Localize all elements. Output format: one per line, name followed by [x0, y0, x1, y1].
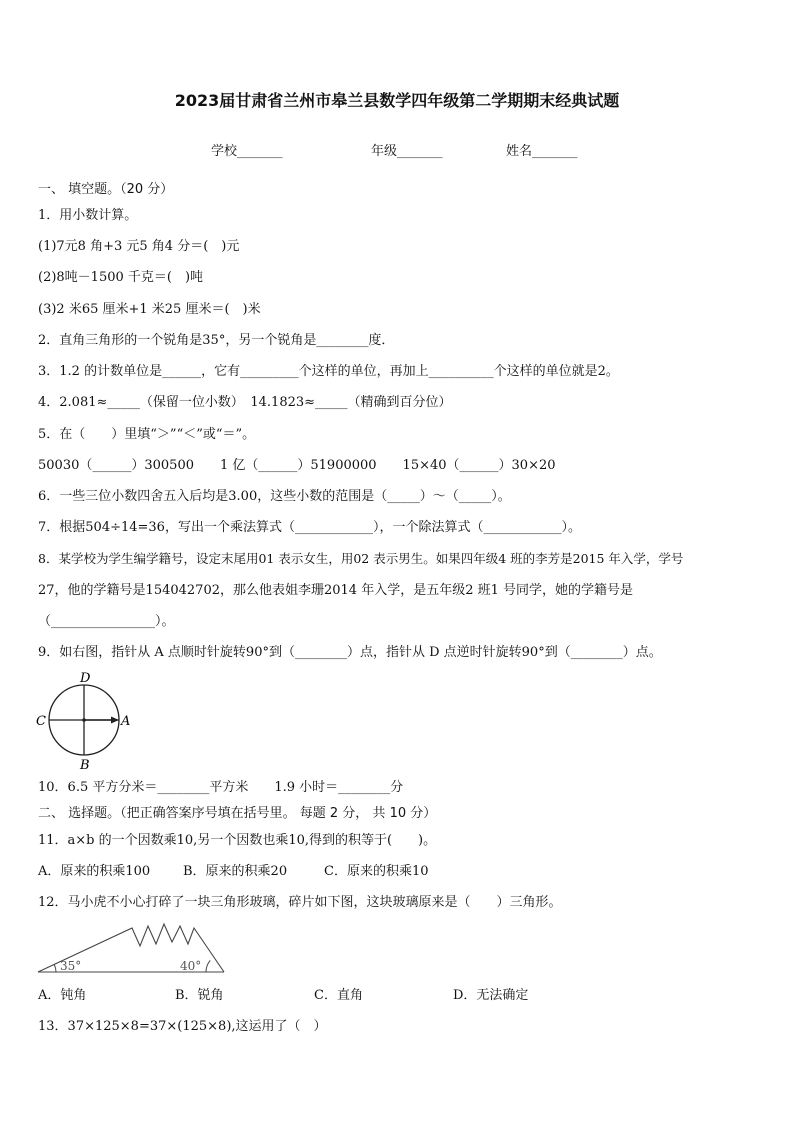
q5-line: 50030（______）300500 1 亿（______）51900000 15×40（______）30×20	[38, 458, 556, 473]
section2-heading: 二、 选择题。（把正确答案序号填在括号里。 每题 2 分， 共 10 分）	[38, 806, 437, 821]
q12-angle-left-label: 35°	[60, 959, 82, 973]
q1-b: (2)8吨－1500 千克＝( )吨	[38, 270, 204, 285]
q1-a: (1)7元8 角+3 元5 角4 分＝( )元	[38, 239, 240, 254]
q1-stem: 1．用小数计算。	[38, 208, 138, 223]
q12-angle-right-label: 40°	[180, 959, 202, 973]
grade-field: 年级_______	[371, 144, 443, 159]
q9-label-b: B	[80, 758, 90, 772]
q8-line2: 27，他的学籍号是154042702，那么他表姐李珊2014 年入学，是五年级2 班1 号同学，她的学籍号是	[38, 583, 634, 598]
q6: 6．一些三位小数四舍五入后均是3.00，这些小数的范围是（_____）～（_____）。	[38, 489, 511, 504]
q12-right-angle-arc	[206, 960, 210, 972]
q9-center-dot	[82, 718, 86, 722]
q10: 10．6.5 平方分米＝________平方米 1.9 小时＝________分	[38, 780, 404, 795]
q3: 3．1.2 的计数单位是______，它有_________个这样的单位，再加上__________个这样的单位就是2。	[38, 364, 619, 379]
q2: 2．直角三角形的一个锐角是35°，另一个锐角是________度．	[38, 333, 395, 348]
q9-label-a: A	[121, 714, 131, 729]
name-field: 姓名_______	[506, 144, 578, 159]
q8-line3: （________________）。	[38, 614, 175, 629]
q12-option-c: C．直角	[314, 988, 363, 1003]
q9-text: 9．如右图，指针从 A 点顺时针旋转90°到（________）点，指针从 D 点逆时针旋转90°到（________）点。	[38, 645, 662, 660]
q9-clock-figure	[30, 668, 140, 772]
q12-option-b: B．锐角	[175, 988, 224, 1003]
q8-line1: 8．某学校为学生编学籍号，设定末尾用01 表示女生，用02 表示男生。如果四年级4 班的李芳是2015 年入学，学号	[38, 551, 684, 566]
q12-left-angle-arc	[54, 965, 56, 972]
q4: 4．2.081≈_____（保留一位小数） 14.1823≈_____（精确到百分位）	[38, 395, 452, 410]
page-title: 2023届甘肃省兰州市皋兰县数学四年级第二学期期末经典试题	[174, 91, 620, 110]
q9-label-d: D	[80, 671, 91, 686]
q1-c: (3)2 米65 厘米+1 米25 厘米＝( )米	[38, 302, 261, 317]
q12-broken-triangle-figure	[34, 920, 230, 978]
q12-option-d: D．无法确定	[453, 988, 529, 1003]
q11-stem: 11．a×b 的一个因数乘10,另一个因数也乘10,得到的积等于( )。	[38, 833, 437, 848]
school-field: 学校_______	[211, 144, 283, 159]
q12-stem: 12．马小虎不小心打碎了一块三角形玻璃，碎片如下图，这块玻璃原来是（ ）三角形。	[38, 895, 562, 910]
q9-label-c: C	[36, 714, 46, 729]
section1-heading: 一、 填空题。（20 分）	[38, 182, 174, 197]
q11-option-c: C．原来的积乘10	[324, 864, 429, 879]
q13-stem: 13．37×125×8=37×(125×8),这运用了（ ）	[38, 1019, 327, 1034]
q7: 7．根据504÷14=36，写出一个乘法算式（____________），一个除法算式（____________）。	[38, 520, 581, 535]
q5-stem: 5．在（ ）里填“＞”“＜”或“＝”。	[38, 427, 256, 442]
q11-option-b: B．原来的积乘20	[183, 864, 288, 879]
q11-option-a: A．原来的积乘100	[38, 864, 151, 879]
q12-option-a: A．钝角	[38, 988, 87, 1003]
q9-arrowhead	[111, 717, 119, 724]
